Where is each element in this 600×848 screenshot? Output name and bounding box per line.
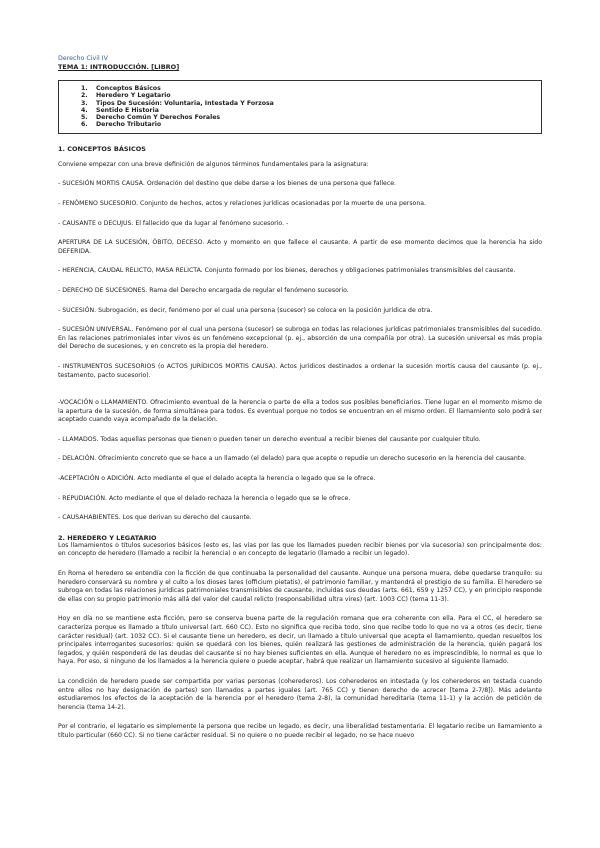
paragraph: - SUCESIÓN. Subrogación, es decir, fenómeno por el cual una persona (sucesor) se coloca en la posición jurídica de otra. xyxy=(58,306,433,314)
paragraph: - HERENCIA, CAUDAL RELICTO, MASA RELICTA. Conjunto formado por los bienes, derechos y obligaciones patrimoniales transmisibles del causante. xyxy=(58,267,516,275)
paragraph: APERTURA DE LA SUCESIÓN, ÓBITO, DECESO. Acto y momento en que fallece el causante. A partir de ese momento decimos que la herencia ha sido DEFERIDA. xyxy=(58,239,542,255)
paragraph: - LLAMADOS. Todas aquellas personas que tienen o pueden tener un derecho eventual a recibir bienes del causante por cualquier título. xyxy=(58,435,481,443)
paragraph: Conviene empezar con una breve definición de algunos términos fundamentales para la asignatura: xyxy=(58,160,369,168)
toc-item: 3. Tipos De Sucesión: Voluntaria, Intestada Y Forzosa xyxy=(81,99,274,107)
toc-item: 5. Derecho Común Y Derechos Forales xyxy=(81,114,221,122)
paragraph: - SUCESIÓN MORTIS CAUSA. Ordenación del destino que debe darse a los bienes de una persona que fallece. xyxy=(58,180,397,188)
paragraph: - DERECHO DE SUCESIONES. Rama del Derecho encargada de regular el fenómeno sucesorio. xyxy=(58,286,349,294)
toc-item: 6. Derecho Tributario xyxy=(81,121,162,129)
paragraph: - SUCESIÓN UNIVERSAL. Fenómeno por el cual una persona (sucesor) se subroga en todas las relaciones jurídicas patrimoniales transmisibles del sucedido. En las relaciones patrimoniales inter vivos es un fenómeno excepcional (p. ej., absorción de una compañía por otra). La sucesión universal es más propia del Derecho de sucesiones, y en concreto es la propia del heredero. xyxy=(58,326,542,351)
toc-item: 2. Heredero Y Legatario xyxy=(81,92,171,100)
toc-item: 4. Sentido E Historia xyxy=(81,106,159,114)
paragraph: - CAUSANTE o DECUJUS. El fallecido que da lugar al fenómeno sucesorio. - xyxy=(58,219,289,227)
tema-title: TEMA 1: INTRODUCCIÓN. [LIBRO] xyxy=(58,63,180,71)
paragraph: - REPUDIACIÓN. Acto mediante el que el delado rechaza la herencia o legado que se le ofrece. xyxy=(58,494,351,502)
paragraph: -VOCACIÓN o LLAMAMIENTO. Ofrecimiento eventual de la herencia o parte de ella a todos sus posibles beneficiarios. Tiene lugar en el momento mismo de la apertura de la sucesión, de forma simultánea para todos. Es eventual porque no todos se encuentran en el mismo orden. El llamamiento solo podrá ser aceptado cuando vaya acompañado de la delación. xyxy=(58,399,542,424)
paragraph: - INSTRUMENTOS SUCESORIOS (o ACTOS JURÍDICOS MORTIS CAUSA). Actos jurídicos destinados a ordenar la sucesión mortis causa del causante (p. ej., testamento, pacto sucesorio). xyxy=(58,362,542,379)
paragraph: -ACEPTACIÓN o ADICIÓN. Acto mediante el que el delado acepta la herencia o legado que se le ofrece. xyxy=(58,475,376,483)
paragraph: Por el contrario, el legatario es simplemente la persona que recibe un legado, es decir, una liberalidad testamentaria. El legatario recibe un llamamiento a título particular (660 CC). Si no tiene carácter residual. Si no quiere o no puede recibir el legado, no se hace nuevo xyxy=(58,723,542,739)
paragraph: - DELACIÓN. Ofrecimiento concreto que se hace a un llamado (el delado) para que acepte o repudie un derecho sucesorio en la herencia del causante. xyxy=(58,455,526,463)
paragraph: En Roma el heredero se entendía con la ficción de que continuaba la personalidad del causante. Aunque una persona muera, debe quedarse tranquilo: su heredero conservará su nombre y el culto a los dioses lares (officium pietatis), el patrimonio familiar, y mantendrá el prestigio de su familia. El heredero se subroga en todas las relaciones jurídicas patrimoniales transmisibles de causante, incluidas sus deudas (arts. 661, 659 y 1257 CC), y en principio responde de ellas con su propio patrimonio más allá del valor del caudal relicto (responsabilidad ultra vires) (art. 1003 CC) (tema 11-3). xyxy=(58,570,542,603)
toc-item: 1. Conceptos Básicos xyxy=(81,85,161,92)
subject-title: Derecho Civil IV xyxy=(58,55,108,62)
paragraph: Hoy en día no se mantiene esta ficción, pero se conserva buena parte de la regulación romana que era coherente con ella. Para el CC, el heredero se caracteriza porque es llamado a título universal (art. 660 CC). Esto no significa que reciba todo, sino que recibe todo lo que no va a otros (es decir, tiene carácter residual) (art. 1032 CC). Si el causante tiene un heredero, es decir, un llamado a título universal que acepta el llamamiento, quedan resueltos los principales interrogantes sucesorios: quién se quedará con los bienes, quién realizará las gestiones de administración de la herencia, quién pagará los legados, y quién responderá de las deudas del causante si no hay bienes suficientes en ella. Aunque el heredero no es imprescindible, lo normal es que lo haya. Por eso, si ninguno de los llamados a la herencia quiere o puede aceptar, habrá que realizar un llamamiento sucesivo al siguiente llamado. xyxy=(58,615,542,666)
paragraph: La condición de heredero puede ser compartida por varias personas (coherederos). Los coherederos en intestada (y los coherederos en testada cuando entre ellos no hay designación de partes) son llamados a partes iguales (art. 765 CC) y tienen derecho de acrecer [tema 2-7/8]). Más adelante estudiaremos los efectos de la aceptación de la herencia por el heredero (tema 2-8), la comunidad hereditaria (tema 11-1) y la acción de petición de herencia (tema 14-2). xyxy=(58,677,542,711)
paragraph: Los llamamientos o títulos sucesorios básicos (esto es, las vías por las que los llamados pueden recibir bienes por vía sucesoria) son principalmente dos: en concepto de heredero (llamado a recibir la herencia) o en concepto de legatario (llamado a recibir un legado). xyxy=(58,541,542,558)
document-page xyxy=(58,55,542,741)
paragraph: - CAUSAHABIENTES. Los que derivan su derecho del causante. xyxy=(58,514,252,522)
paragraph: - FENÓMENO SUCESORIO. Conjunto de hechos, actos y relaciones jurídicas ocasionadas por la muerte de una persona. xyxy=(58,199,427,207)
table-of-contents xyxy=(58,80,542,134)
section-heading: 1. CONCEPTOS BÁSICOS xyxy=(58,144,146,153)
section-heading: 2. HEREDERO Y LEGATARIO xyxy=(58,533,157,542)
